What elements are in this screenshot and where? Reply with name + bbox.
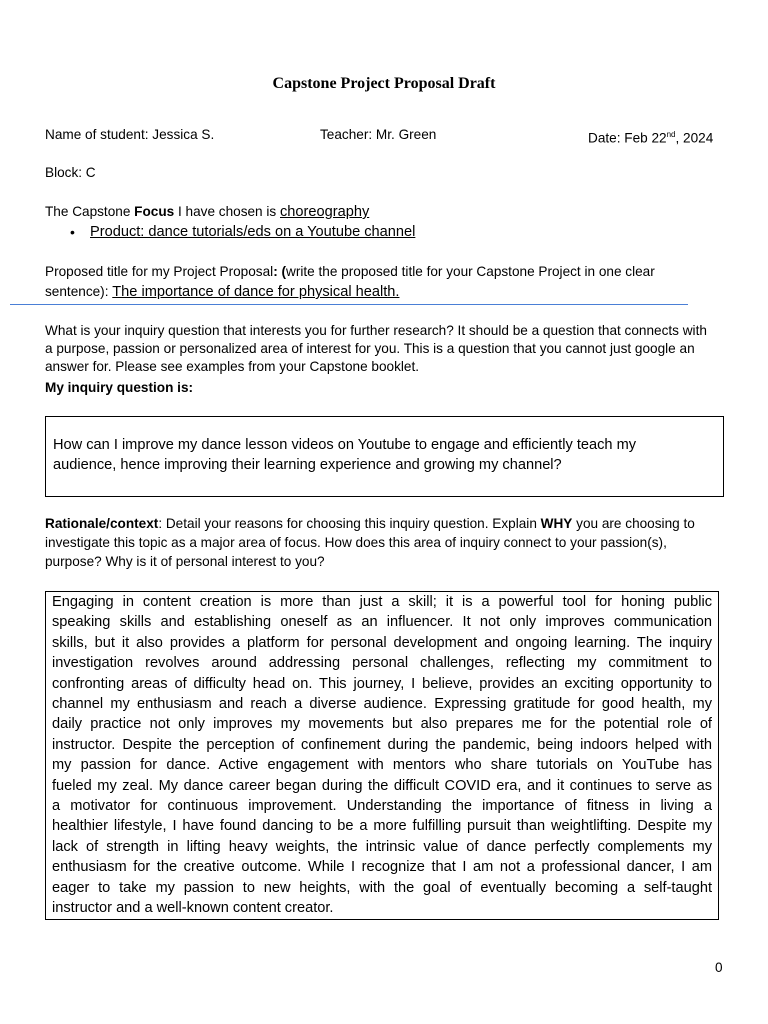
rationale-rest2: you are choosing to <box>572 516 695 531</box>
rationale-bold: Rationale/context <box>45 516 159 531</box>
inquiry-answer-line-2: audience, hence improving their learning experience and growing my channel? <box>53 457 562 473</box>
proposed-title-value: The importance of dance for physical health. <box>112 284 400 300</box>
proposed-line2: sentence): <box>45 284 113 299</box>
page-number: 0 <box>715 960 723 975</box>
rationale-rest1: : Detail your reasons for choosing this inquiry question. Explain <box>158 516 541 531</box>
proposed-prefix: Proposed title for my Project Proposal <box>45 264 274 279</box>
inquiry-answer-box <box>45 416 724 497</box>
rationale-line: speaking skills and establishing oneself as an influencer. It not only improves communication <box>52 614 712 631</box>
block-label: Block: C <box>45 165 96 180</box>
proposed-title-prompt <box>45 263 655 281</box>
rationale-line: a motivator for continuous improvement. Understanding the importance of fitness in living a <box>52 798 712 815</box>
inquiry-instructions-2: a purpose, passion or personalized area of interest for you. This is a question that you cannot just google an <box>45 341 695 356</box>
rationale-answer-box <box>45 591 719 920</box>
rationale-line: healthier lifestyle, I have found dancing to be a more fulfilling pursuit than weightlifting. Despite my <box>52 818 712 835</box>
focus-mid: I have chosen is <box>174 204 280 219</box>
rationale-prompt-1 <box>45 515 695 533</box>
product-bullet: Product: dance tutorials/eds on a Youtube channel <box>90 224 416 240</box>
rationale-line: instructor. Despite the perception of confinement during the pandemic, being indoors helped with <box>52 736 712 753</box>
rationale-line: lack of strength in lifting heavy weights, the intrinsic value of dance perfectly complements my <box>52 838 712 855</box>
focus-line <box>45 203 369 221</box>
rationale-line: daily practice not only improves my movements but also prepares me for the potential role of <box>52 716 712 733</box>
inquiry-instructions-3: answer for. Please see examples from your Capstone booklet. <box>45 359 420 374</box>
rationale-line: fueled my zeal. My dance career began during the difficult COVID era, and it continues to serve as <box>52 777 712 794</box>
student-name: Name of student: Jessica S. <box>45 127 215 142</box>
focus-prefix: The Capstone <box>45 204 135 219</box>
rationale-prompt-3: purpose? Why is it of personal interest to you? <box>45 554 325 569</box>
divider-line <box>10 304 688 305</box>
date-superscript: nd <box>666 130 676 139</box>
rationale-line: my passion for dance. Active engagement with mentors who share tutorials on YouTube has <box>52 757 712 774</box>
rationale-line: investigation revolves around addressing personal challenges, reflecting my commitment to <box>52 655 712 672</box>
date-prefix: Date: Feb 22 <box>588 130 667 146</box>
focus-value: choreography <box>280 204 370 220</box>
focus-bold: Focus <box>134 204 175 219</box>
page-title: Capstone Project Proposal Draft <box>272 75 496 92</box>
rationale-line: channel my enthusiasm and reach a diverse audience. Expressing gratitude for good health, my <box>52 696 712 713</box>
rationale-why: WHY <box>540 516 573 531</box>
rationale-line: Engaging in content creation is more than just a skill; it is a powerful tool for honing public <box>52 594 712 610</box>
teacher-name: Teacher: Mr. Green <box>320 127 437 142</box>
rationale-line: instructor and a well-known content creator. <box>52 900 334 917</box>
rationale-line: enthusiasm for the creative outcome. While I recognize that I am not a professional dancer, I am <box>52 859 712 876</box>
proposed-rest: write the proposed title for your Capstone Project in one clear <box>286 264 655 279</box>
inquiry-label: My inquiry question is: <box>45 380 194 395</box>
proposed-title-line2 <box>45 283 399 301</box>
date <box>588 126 713 148</box>
date-suffix: , 2024 <box>675 130 714 146</box>
rationale-prompt-2: investigate this topic as a major area of focus. How does this area of inquiry connect to your passion(s), <box>45 535 667 550</box>
inquiry-instructions-1: What is your inquiry question that interests you for further research? It should be a question that connects with <box>45 323 707 338</box>
rationale-line: eager to take my passion to new heights, with the goal of eventually becoming a self-taught <box>52 879 712 896</box>
bullet-dot: • <box>70 224 75 240</box>
inquiry-answer-line-1: How can I improve my dance lesson videos on Youtube to engage and efficiently teach my <box>53 437 637 453</box>
proposed-bold: : ( <box>273 264 287 279</box>
rationale-line: skills, but it also provides a platform for personal development and ongoing learning. The inquiry <box>52 634 712 651</box>
rationale-line: confronting areas of difficulty head on. This journey, I believe, provides an exciting opportunity to <box>52 675 712 692</box>
